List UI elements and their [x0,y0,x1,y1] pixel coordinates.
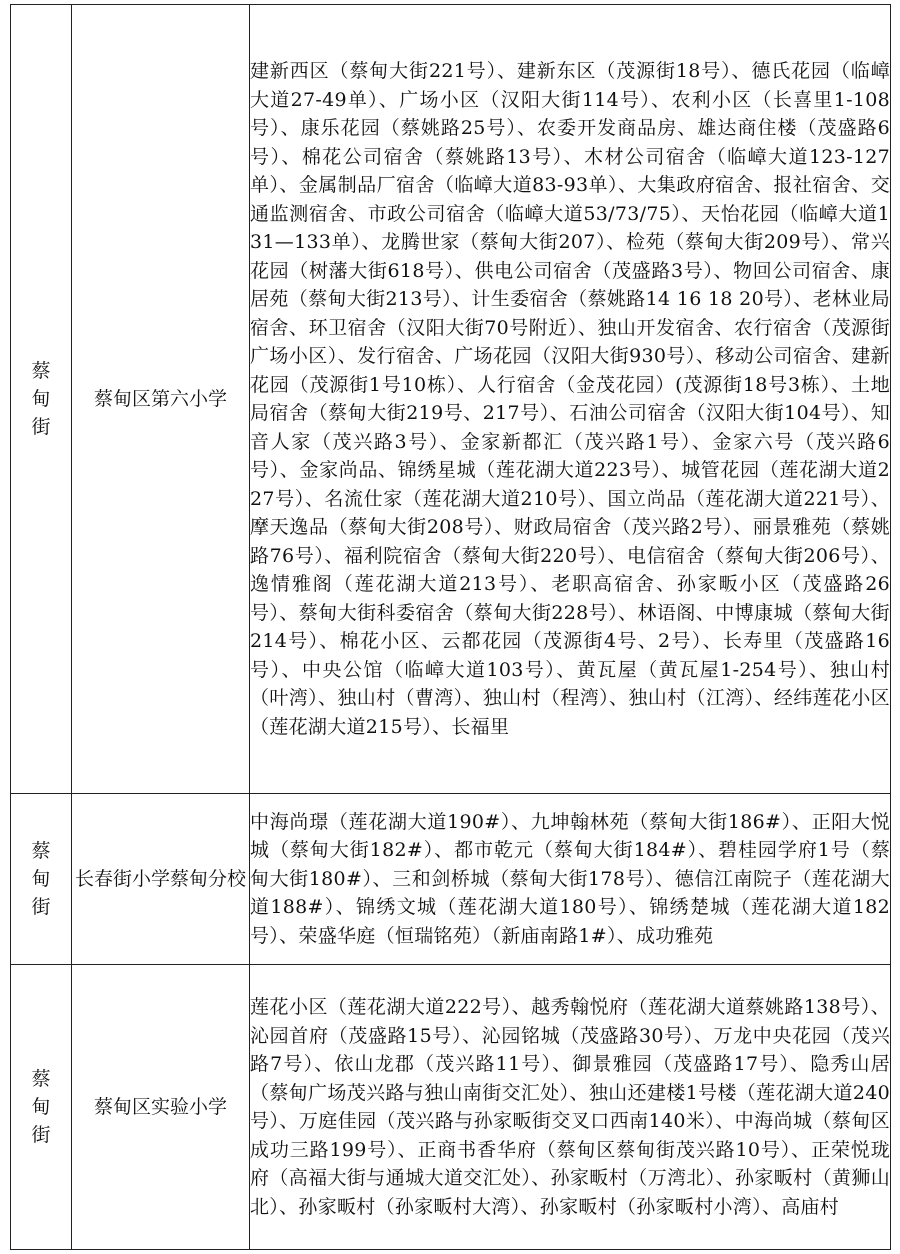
school-cell: 蔡甸区第六小学 [72,5,250,794]
table-row [11,965,891,1250]
school-cell: 长春街小学蔡甸分校 [72,794,250,965]
catchment-area-cell: 建新西区（蔡甸大街221号）、建新东区（茂源街18号）、德氏花园（临嶂大道27-49单）、广场小区（汉阳大街114号）、农利小区（长喜里1-108号）、康乐花园（蔡姚路25号）、农委开发商品房、雄达商住楼（茂盛路6号）、棉花公司宿舍（蔡姚路13号）、木材公司宿舍（临嶂大道123-127单）、金属制品厂宿舍（临嶂大道83-93单）、大集政府宿舍、报社宿舍、交通监测宿舍、市政公司宿舍（临嶂大道53/73/75）、天怡花园（临嶂大道131—133单）、龙腾世家（蔡甸大街207）、检苑（蔡甸大街209号）、常兴花园（树藩大街618号）、供电公司宿舍（茂盛路3号）、物回公司宿舍、康居苑（蔡甸大街213号）、计生委宿舍（蔡姚路14 16 18 20号）、老林业局宿舍、环卫宿舍（汉阳大街70号附近）、独山开发宿舍、农行宿舍（茂源街广场小区）、发行宿舍、广场花园（汉阳大街930号）、移动公司宿舍、建新花园（茂源街1号10栋）、人行宿舍（金茂花园）(茂源街18号3栋）、土地局宿舍（蔡甸大街219号、217号）、石油公司宿舍（汉阳大街104号）、知音人家（茂兴路3号）、金家新都汇（茂兴路1号）、金家六号（茂兴路6号）、金家尚品、锦绣星城（莲花湖大道223号）、城管花园（莲花湖大道227号）、名流仕家（莲花湖大道210号）、国立尚品（莲花湖大道221号）、摩天逸品（蔡甸大街208号）、财政局宿舍（茂兴路2号）、丽景雅苑（蔡姚路76号）、福利院宿舍（蔡甸大街220号）、电信宿舍（蔡甸大街206号）、逸情雅阁（莲花湖大道213号）、老职高宿舍、孙家畈小区（茂盛路26号）、蔡甸大街科委宿舍（蔡甸大街228号）、林语阁、中博康城（蔡甸大街214号）、棉花小区、云都花园（茂源街4号、2号）、长寿里（茂盛路16号）、中央公馆（临嶂大道103号）、黄瓦屋（黄瓦屋1-254号）、独山村（叶湾）、独山村（曹湾）、独山村（程湾）、独山村（江湾）、经纬莲花小区（莲花湖大道215号）、长福里 [250,5,891,794]
street-name: 蔡甸街 [31,360,51,438]
street-name: 蔡甸街 [31,840,51,918]
street-name: 蔡甸街 [31,1068,51,1146]
catchment-area-cell: 中海尚璟（莲花湖大道190#）、九坤翰林苑（蔡甸大街186#）、正阳大悦城（蔡甸大街182#）、都市乾元（蔡甸大街184#）、碧桂园学府1号（蔡甸大街180#）、三和剑桥城（蔡甸大街178号）、德信江南院子（莲花湖大道188#）、锦绣文城（莲花湖大道180号）、锦绣楚城（莲花湖大道182号）、荣盛华庭（恒瑞铭苑）（新庙南路1#）、成功雅苑 [250,794,891,965]
catchment-area-cell: 莲花小区（莲花湖大道222号）、越秀翰悦府（莲花湖大道蔡姚路138号）、沁园首府（茂盛路15号）、沁园铭城（茂盛路30号）、万龙中央花园（茂兴路7号）、依山龙郡（茂兴路11号）、御景雅园（茂盛路17号）、隐秀山居（蔡甸广场茂兴路与独山南街交汇处）、独山还建楼1号楼（莲花湖大道240号）、万庭佳园（茂兴路与孙家畈街交叉口西南140米）、中海尚城（蔡甸区成功三路199号）、正商书香华府（蔡甸区蔡甸街茂兴路10号）、正荣悦珑府（高福大街与通城大道交汇处）、孙家畈村（万湾北）、孙家畈村（黄狮山北）、孙家畈村（孙家畈村大湾）、孙家畈村（孙家畈村小湾）、高庙村 [250,965,891,1250]
table-row [11,5,891,794]
table-row [11,794,891,965]
street-cell [11,794,72,965]
street-cell [11,965,72,1250]
street-cell [11,5,72,794]
school-cell: 蔡甸区实验小学 [72,965,250,1250]
school-district-table [10,4,891,1250]
